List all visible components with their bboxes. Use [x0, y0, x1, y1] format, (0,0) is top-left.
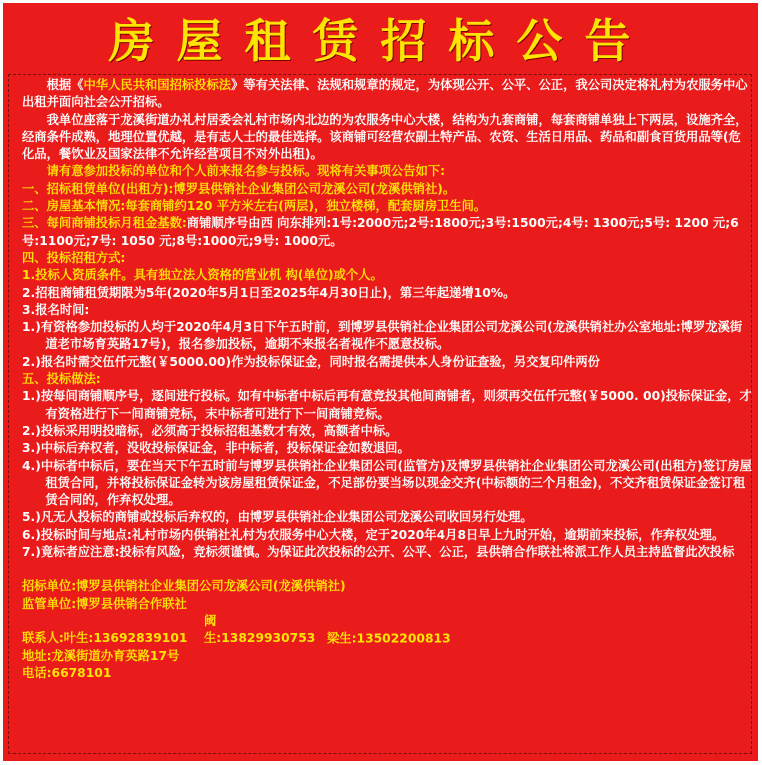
footer-phone: 电话:6678101	[22, 665, 112, 680]
item-5-risk-notice: 7.)竟标者应注意:投标有风险，竞标须谨慎。为保证此次投标的公开、公平、公正，县供销合作联社将派工作人员主持监督此次投标	[22, 545, 735, 560]
intro-text: 根据《	[46, 78, 84, 92]
item-5-heading: 五、投标做法:	[22, 372, 101, 387]
item-5-bidding-order: 1.)按每间商铺顺序号，逐间进行投标。如有中标者中标后再有意竞投其他间商铺者，则须再交伍仟元整(￥5000. 00)投标保证金，才有资格进行下一间商铺竞标，末中标者可进行下一间商铺竞标。	[22, 389, 752, 421]
tender-notice-poster	[3, 3, 758, 761]
item-4-registration-deadline: 1.)有资格参加投标的人均于2020年4月3日下午五时前，到博罗县供销社企业集团公司龙溪公司(龙溪供销社办公室地址:博罗龙溪街道老市场育英路17号)，报名参加投标，逾期不来报名者视作不愿意投标。	[22, 320, 743, 352]
item-3-rent-list: 商铺顺序号由西 向东排列:1号:2000元;2号:1800元;3号:1500元;4号: 1300元;5号: 1200 元;6号:1100元;7号: 1050 元;8号:1000元;9号: 1000元。	[22, 216, 739, 248]
intro-paragraph-legal	[22, 77, 752, 112]
law-name: 中华人民共和国招标投标法	[83, 78, 232, 92]
item-3-rent	[22, 215, 752, 250]
contact-liang: 梁生:13502200813	[327, 631, 451, 646]
item-5-time-place: 6.)投标时间与地点:礼村市场内供销社礼村为农服务中心大楼，定于2020年4月8日早上九时开始，逾期前来投标，作弃权处理。	[22, 527, 725, 542]
intro-paragraph-location: 我单位座落于龙溪街道办礼村居委会礼村市场内北边的为农服务中心大楼，结构为九套商铺，每套商铺单独上下两层，设施齐全，经商条件成熟，地理位置优越，是有志人士的最佳选择。该商铺可经营农副土特产品、农资、生活日用品、药品和副食百货用品等(危化品，餐饮业及国家法律不允许经营项目不对外出租)。	[22, 112, 748, 162]
intro-text-cont: 》等有关法律、法规和规章的规定，为体现公开、公平、公正，我公司决定将礼村为农服务中心出租并面向社会公开招标。	[22, 78, 748, 110]
item-4-registration-heading: 3.报名时间:	[22, 302, 90, 317]
intro-paragraph-invite: 请有意参加投标的单位和个人前来报名参与投标。现将有关事项公告如下:	[46, 164, 446, 179]
item-2-property: 二、房屋基本情况:每套商铺约120 平方米左右(两层)，独立楼梯，配套厨房卫生间。	[22, 199, 487, 214]
item-4-heading: 四、投标招租方式:	[22, 250, 126, 265]
item-4-qualification: 1.投标人资质条件。具有独立法人资格的营业机 构(单位)或个人。	[22, 268, 383, 283]
item-4-lease-term: 2.招租商铺租赁期限为5年(2020年5月1日至2025年4月30日止)，第三年起递增10%。	[22, 285, 516, 300]
footer-tender-unit: 招标单位:博罗县供销社企业集团公司龙溪公司(龙溪供销社)	[22, 579, 346, 594]
spacer	[22, 561, 752, 578]
item-5-unbid-shops: 5.)凡无人投标的商铺或投标后弃权的，由博罗县供销社企业集团公司龙溪公司收回另行处理。	[22, 510, 533, 525]
footer-contacts	[22, 613, 752, 648]
notice-title: 房屋租赁招标公告	[108, 14, 653, 68]
item-1-tenderer: 一、招标租赁单位(出租方):博罗县供销社企业集团公司龙溪公司(龙溪供销社)。	[22, 181, 456, 196]
item-5-contract: 4.)中标者中标后，要在当天下午五时前与博罗县供销社企业集团公司(监管方)及博罗县供销社企业集团公司龙溪公司(出租方)签订房屋租赁合同，并将投标保证金转为该房屋租赁保证金，不足部份要当场以现金交齐(中标额的三个月租金)，不交齐租赁保证金签订租赁合同的，作弃权处理。	[22, 458, 752, 508]
contact-yan: 阈生:13829930753	[204, 613, 316, 646]
item-4-registration-deposit: 2.)报名时需交伍仟元整(￥5000.00)作为投标保证金，同时报名需提供本人身份证查验，另交复印件两份	[22, 354, 600, 369]
item-5-forfeit: 3.)中标后弃权者，没收投标保证金，非中标者，投标保证金如数退回。	[22, 441, 410, 456]
item-5-bid-method: 2.)投标采用明投暗标，必须高于投标招租基数才有效，高额者中标。	[22, 423, 398, 438]
notice-body	[22, 77, 752, 682]
item-3-heading: 三、每间商铺投标月租金基数:	[22, 216, 187, 231]
footer-supervisor: 监管单位:博罗县供销合作联社	[22, 596, 187, 611]
contact-ye: 联系人:叶生:13692839101	[22, 631, 188, 646]
footer-address: 地址:龙溪街道办育英路17号	[22, 648, 180, 663]
